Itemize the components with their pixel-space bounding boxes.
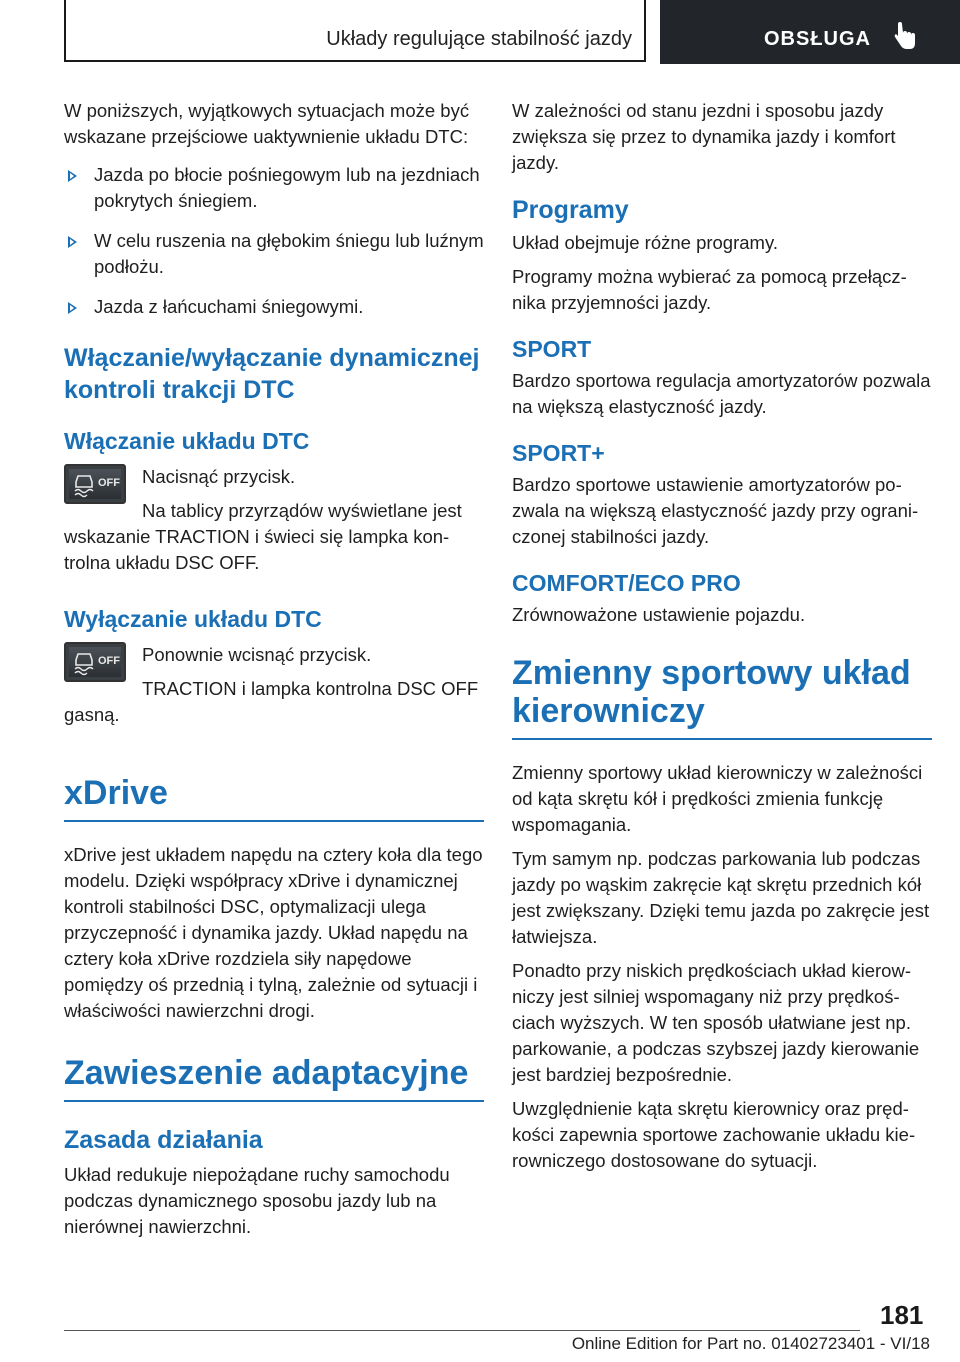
dtc-bullet-list bbox=[64, 162, 484, 320]
dtc-off-button-icon bbox=[64, 464, 126, 504]
heading-comfort-eco-pro: COMFORT/ECO PRO bbox=[512, 570, 741, 596]
heading-principle: Zasada działania bbox=[64, 1126, 263, 1154]
header-title-box bbox=[64, 0, 646, 62]
skidding-car-icon bbox=[72, 650, 96, 676]
footer-rule bbox=[64, 1330, 860, 1331]
sport-plus-text: Bardzo sportowe ustawienie amortyzatorów pozwala na większą elastyczność jazdy przy ograniczonej stabilności jazdy. bbox=[512, 474, 919, 547]
heading-sport: SPORT bbox=[512, 336, 592, 362]
list-item: W celu ruszenia na głębokim śniegu lub luźnym podłożu. bbox=[64, 228, 484, 280]
heading-dtc-off: Wyłączanie układu DTC bbox=[64, 606, 322, 632]
heading-dtc-on: Włączanie układu DTC bbox=[64, 428, 310, 454]
right-column bbox=[512, 98, 932, 1182]
heading-sport-plus: SPORT+ bbox=[512, 440, 605, 466]
dtc-on-step2: Na tablicy przyrządów wyświetlane jest wskazanie TRACTION i świeci się lampka kontrolna układu DSC OFF. bbox=[64, 500, 462, 573]
dtc-off-step1: Ponownie wcisnąć przycisk. bbox=[142, 644, 372, 665]
dtc-on-step1: Nacisnąć przycisk. bbox=[142, 466, 296, 487]
left-column bbox=[64, 98, 484, 1248]
heading-rule bbox=[64, 820, 484, 822]
bullet-triangle-icon bbox=[68, 236, 77, 248]
dtc-off-block bbox=[64, 642, 484, 728]
heading-xdrive: xDrive bbox=[64, 774, 168, 812]
heading-dtc-toggle: Włączanie/wyłączanie dynamicznej kontroli trakcji DTC bbox=[64, 344, 480, 404]
header-section-label: OBSŁUGA bbox=[764, 28, 871, 50]
bullet-triangle-icon bbox=[68, 302, 77, 314]
list-item: Jazda z łańcuchami śniegowymi. bbox=[64, 294, 484, 320]
steering-text-1: Zmienny sportowy układ kierowniczy w zależności od kąta skrętu kół i prędkości zmienia funkcję wspomagania. bbox=[512, 762, 923, 835]
sport-text: Bardzo sportowa regulacja amortyzatorów pozwala na większą elastyczność jazdy. bbox=[512, 370, 931, 417]
heading-rule bbox=[512, 738, 932, 740]
heading-rule bbox=[64, 1100, 484, 1102]
steering-text-2: Tym samym np. podczas parkowania lub podczas jazdy po wąskim zakręcie kąt skrętu przednich kół jest zwiększany. Dzięki temu jazda po zakręcie jest łatwiejsza. bbox=[512, 848, 930, 947]
header-section-tab bbox=[660, 0, 960, 64]
header-title: Układy regulujące stabilność jazdy bbox=[326, 28, 632, 50]
comfort-text: Zrównoważone ustawienie pojazdu. bbox=[512, 604, 806, 625]
steering-text-3: Ponadto przy niskich prędkościach układ kierowniczy jest silniej wspomagany niż przy prędkościach wyższych. W ten sposób ułatwiane jest np. parkowanie, a podczas szybszej jazdy kierowanie jest bardziej bezpośrednie. bbox=[512, 960, 920, 1085]
dtc-off-step2: TRACTION i lampka kontrolna DSC OFF gasną. bbox=[64, 678, 479, 725]
heading-adaptive-suspension: Zawieszenie adaptacyjne bbox=[64, 1054, 469, 1092]
principle-text: Układ redukuje niepożądane ruchy samochodu podczas dynamicznego sposobu jazdy lub na nierównej nawierzchni. bbox=[64, 1164, 450, 1237]
dtc-on-block bbox=[64, 464, 484, 576]
pointing-hand-icon bbox=[894, 22, 916, 50]
suspension-intro: W zależności od stanu jezdni i sposobu jazdy zwiększa się przez to dynamika jazdy i komfort jazdy. bbox=[512, 100, 896, 173]
page-number: 181 bbox=[880, 1300, 924, 1330]
bullet-triangle-icon bbox=[68, 170, 77, 182]
off-label: OFF bbox=[98, 477, 120, 489]
steering-text-4: Uwzględnienie kąta skrętu kierownicy oraz prędkości zapewnia sportowe zachowanie układu kierowniczego dostosowane do sytuacji. bbox=[512, 1098, 916, 1171]
list-item: Jazda po błocie pośniegowym lub na jezdniach pokrytych śniegiem. bbox=[64, 162, 484, 214]
footer-edition: Online Edition for Part no. 01402723401 - VI/18 bbox=[571, 1334, 930, 1353]
dtc-off-button-icon bbox=[64, 642, 126, 682]
xdrive-text: xDrive jest układem napędu na cztery koła dla tego modelu. Dzięki współpracy xDrive i dynamicznej kontroli stabilności DSC, optymalizacji ulega przyczepność i dynamika jazdy. Układ napędu na cztery koła xDrive rozdziela siły napędowe pomiędzy oś przednią i tylną, zależnie od sytuacji i właściwości nawierzchni drogi. bbox=[64, 844, 483, 1021]
dtc-intro: W poniższych, wyjątkowych sytuacjach może być wskazane przejściowe uaktywnienie układu DTC: bbox=[64, 100, 470, 147]
heading-programs: Programy bbox=[512, 196, 629, 224]
skidding-car-icon bbox=[72, 472, 96, 498]
programs-text-2: Programy można wybierać za pomocą przełącznika przyjemności jazdy. bbox=[512, 266, 907, 313]
off-label: OFF bbox=[98, 655, 120, 667]
heading-variable-steering: Zmienny sportowy układ kierowniczy bbox=[512, 654, 911, 730]
programs-text-1: Układ obejmuje różne programy. bbox=[512, 232, 778, 253]
